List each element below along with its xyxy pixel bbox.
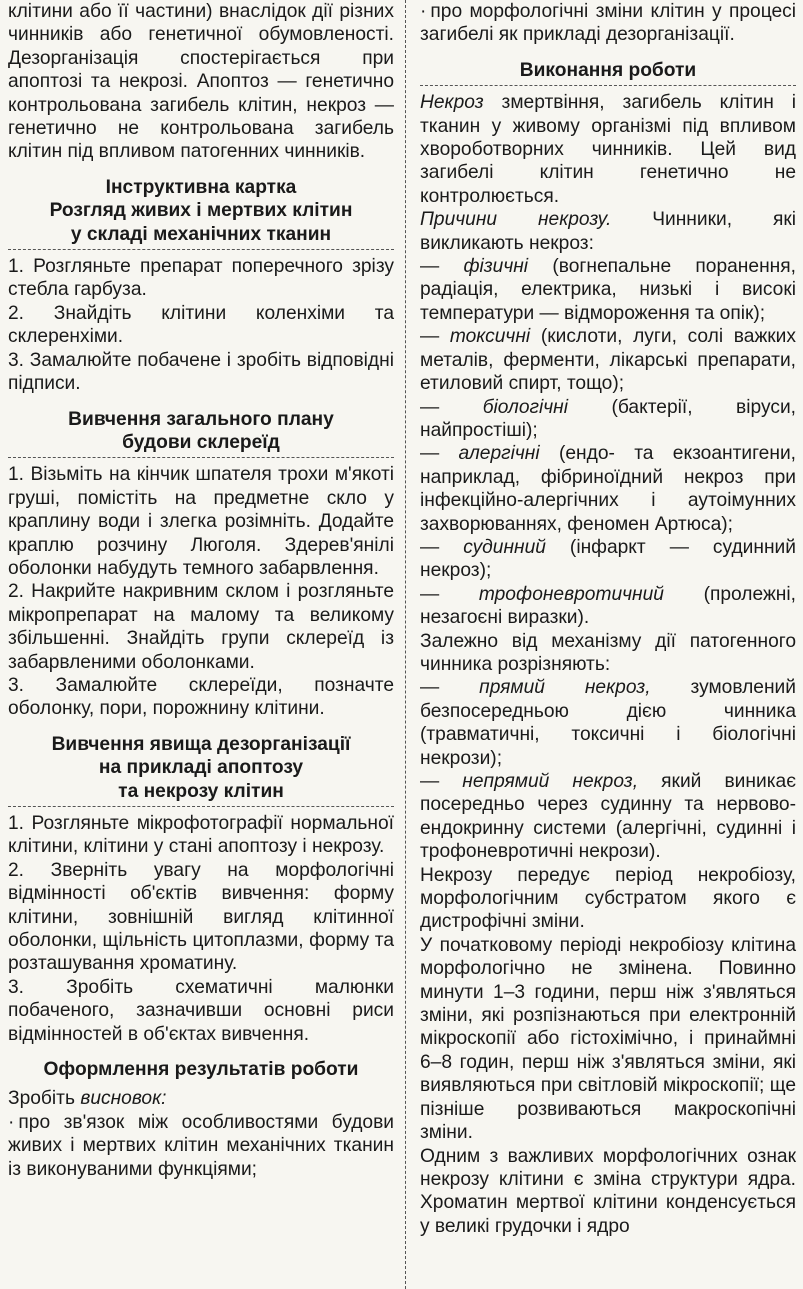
- cause-trophoneurotic: — трофоневротичний (пролежні, незагоєні виразки).: [420, 583, 796, 629]
- cause-biological: — біологічні (бактерії, віруси, найпростіші);: [420, 396, 796, 441]
- mechanism-text: зумовлений безпосередньою дією чинника (травматичні, токсичні і біологічні некрози);: [420, 677, 796, 769]
- column-divider: [405, 0, 406, 1289]
- cause-term: судинний: [463, 536, 546, 558]
- conclusion-bullet-1: · про зв'язок між особливостями будови живих і мертвих клітин механічних тканин із виконуваними функціями;: [8, 1111, 394, 1181]
- cause-physical: — фізичні (вогнепальне поранення, радіація, електрика, низькі і високі температури — відмороження та опік);: [420, 256, 796, 324]
- necrosis-definition: [420, 91, 796, 208]
- work-section-title: Виконання роботи: [519, 59, 697, 81]
- card-title: Інструктивна картка: [105, 176, 297, 198]
- cause-term: фізичні: [463, 256, 529, 278]
- necrobiosis-paragraph: Некрозу передує період некробіозу, морфологічним субстратом якого є дистрофічні зміни.: [420, 864, 796, 933]
- cause-text: (інфаркт — судинний некроз);: [420, 536, 796, 582]
- sclereid-section-heading: [8, 408, 394, 455]
- cause-text: (пролежні, незагоєні виразки).: [420, 583, 796, 629]
- step-a3: 3. Замалюйте побачене і зробіть відповідні підписи.: [8, 349, 394, 395]
- cause-toxic: — токсичні (кислоти, луги, солі важких металів, ферменти, лікарські препарати, етиловий спирт, тощо);: [420, 326, 796, 395]
- cause-text: (бактерії, віруси, найпростіші);: [420, 396, 796, 441]
- causes-term: Причини некрозу.: [420, 209, 612, 231]
- mechanism-direct: — прямий некроз, зумовлений безпосередньою дією чинника (травматичні, токсичні і біологічні некрози);: [420, 677, 796, 769]
- cause-allergic: — алергічні (ендо- та екзоантигени, наприклад, фібриноїдний некроз при інфекційно-алергічних і аутоімунних захворюваннях, феномен Артюса);: [420, 443, 796, 535]
- cause-term: біологічні: [482, 396, 568, 418]
- initial-period-paragraph: У початковому періоді некробіозу клітина морфологічно не змінена. Повинно минути 1–3 години, перш ніж з'являться зміни, які розпізнаються при електронній мікроскопії або гістохімічно, і принаймні 6–8 годин, перш ніж з'являться зміни, які виявляються при світловій мікроскопії; ще пізніше розвиваються макроскопічні зміни.: [420, 934, 796, 1144]
- results-section-title: Оформлення результатів роботи: [43, 1059, 359, 1081]
- cause-term: алергічні: [458, 443, 540, 465]
- step-c3: 3. Зробіть схематичні малюнки побаченого, зазначивши основні риси відмінностей в об'єктах вивчення.: [8, 976, 394, 1045]
- causes-text: Чинники, які викликають некроз:: [420, 209, 796, 254]
- step-a2: 2. Знайдіть клітини коленхіми та склеренхіми.: [8, 302, 394, 348]
- right-column: [420, 0, 796, 1238]
- cause-vascular: — судинний (інфаркт — судинний некроз);: [420, 536, 796, 582]
- section-rule: [8, 806, 394, 807]
- section-title: Вивчення загального плану: [68, 408, 334, 430]
- necrosis-term: Некроз: [420, 92, 484, 114]
- step-c1: 1. Розгляньте мікрофотографії нормальної клітини, клітини у стані апоптозу і некрозу.: [8, 813, 394, 858]
- cause-term: токсичні: [449, 326, 531, 348]
- section-rule: [8, 457, 394, 458]
- mechanism-text: який виникає посередньо через судинну та нервово-ендокринну системи (алергічні, судинні і трофоневротичні некрози).: [420, 771, 796, 863]
- left-column: [8, 0, 394, 1181]
- conclusion-line: [8, 1087, 394, 1110]
- necrosis-def-text: змертвіння, загибель клітин і тканин у живому організмі під впливом хвороботворних чинників. Цей вид загибелі клітин генетично не контролюється.: [420, 92, 796, 207]
- section-title-line3: та некрозу клітин: [118, 780, 284, 802]
- cause-text: (ендо- та екзоантигени, наприклад, фібриноїдний некроз при інфекційно-алергічних і аутоімунних захворюваннях, феномен Артюса);: [420, 443, 796, 535]
- conclusion-italic: висновок:: [80, 1088, 167, 1110]
- intro-paragraph: клітини або її частини) внаслідок дії різних чинників або генетичної обумовленості. Дезорганізація спостерігається при апоптозі та некрозі. Апоптоз — генетично контрольована загибель клітин, некроз — генетично не контрольована загибель клітин під впливом патогенних чинників.: [8, 1, 394, 163]
- section-rule: [420, 85, 796, 86]
- nucleus-paragraph: Одним з важливих морфологічних ознак некрозу клітини є зміна структури ядра. Хроматин мертвої клітини конденсується у великі грудочки і ядро: [420, 1145, 796, 1237]
- step-b3: 3. Замалюйте склереїди, позначте оболонку, пори, порожнину клітини.: [8, 674, 394, 720]
- conclusion-prefix: Зробіть: [8, 1088, 81, 1110]
- section-title: Вивчення явища дезорганізації: [51, 733, 351, 755]
- step-c2: 2. Зверніть увагу на морфологічні відмінності об'єктів вивчення: форму клітини, зовнішній вигляд клітинної оболонки, щільність цитоплазми, форму та розташування хроматину.: [8, 859, 394, 975]
- section-title-line2: на прикладі апоптозу: [98, 757, 304, 779]
- step-a1: 1. Розгляньте препарат поперечного зрізу стебла гарбуза.: [8, 256, 394, 301]
- disorganization-section-heading: [8, 733, 394, 803]
- mechanism-intro: Залежно від механізму дії патогенного чинника розрізняють:: [420, 630, 796, 675]
- step-b2: 2. Накрийте накривним склом і розгляньте мікропрепарат на малому та великому збільшенні. Знайдіть групи склереїд із забарвленими оболонками.: [8, 581, 394, 673]
- mechanism-term: непрямий некроз,: [462, 771, 639, 792]
- card-subtitle-2: у складі механічних тканин: [70, 223, 332, 245]
- section-title-line2: будови склереїд: [122, 431, 280, 453]
- section-rule: [8, 249, 394, 250]
- mechanism-indirect: — непрямий некроз, який виникає посередньо через судинну та нервово-ендокринну системи (алергічні, судинні і трофоневротичні некрози).: [420, 771, 796, 863]
- cause-term: трофоневротичний: [478, 583, 664, 605]
- cause-text: (вогнепальне поранення, радіація, електрика, низькі і високі температури — відмороження та опік);: [420, 256, 796, 324]
- mechanism-term: прямий некроз,: [479, 677, 651, 699]
- step-b1: 1. Візьміть на кінчик шпателя трохи м'якоті груші, помістіть на предметне скло у краплину води і злегка розімніть. Додайте краплю розчину Люголя. Здерев'янілі оболонки набудуть темного забарвлення.: [8, 464, 394, 579]
- causes-intro: [420, 208, 796, 255]
- conclusion-bullet-2: · про морфологічні зміни клітин у процесі загибелі як прикладі дезорганізації.: [420, 0, 796, 47]
- instruction-card-heading: [8, 176, 394, 246]
- cause-text: (кислоти, луги, солі важких металів, ферменти, лікарські препарати, етиловий спирт, тощо);: [420, 326, 796, 395]
- card-subtitle-1: Розгляд живих і мертвих клітин: [49, 200, 353, 222]
